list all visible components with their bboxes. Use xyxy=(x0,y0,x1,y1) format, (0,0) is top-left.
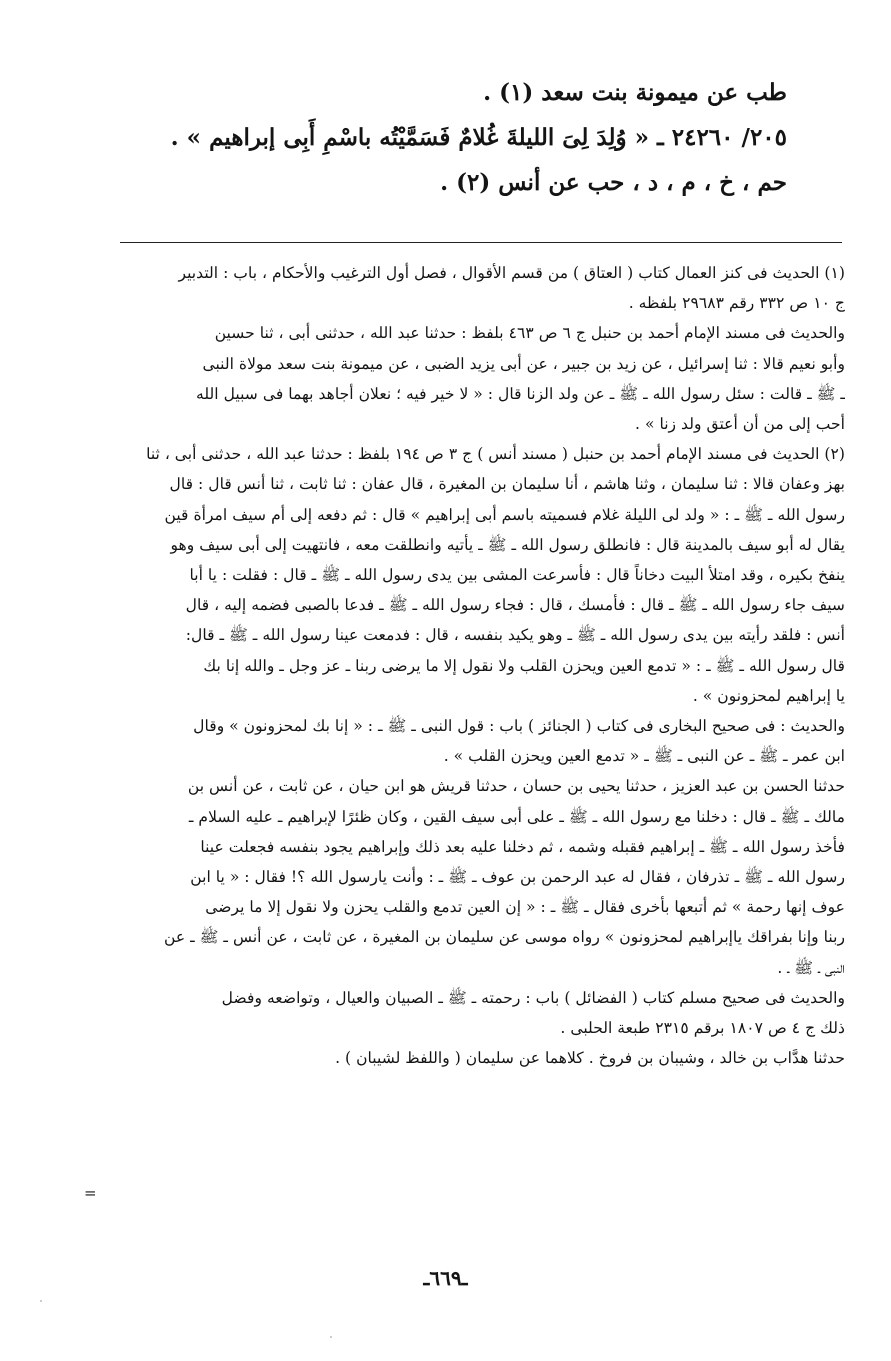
footnote-line: حدثنا هدَّاب بن خالد ، وشيبان بن فروخ . كلاهما عن سليمان ( واللفظ لشيبان ) . xyxy=(335,1049,845,1068)
footnote-line: ابن عمر ـ ﷺ ـ عن النبى ـ ﷺ ـ « تدمع العين ويحزن القلب » . xyxy=(443,747,845,766)
footnote-line: ج ١٠ ص ٣٣٢ رقم ٢٩٦٨٣ بلفظه . xyxy=(628,294,845,313)
footnote-line: ربنا وإنا بفراقك ياإبراهيم لمحزونون » رواه موسى عن سليمان بن المغيرة ، عن ثابت ، عن أنس ـ ﷺ ـ عن xyxy=(163,928,845,947)
footnote-line: حدثنا الحسن بن عبد العزيز ، حدثنا يحيى بن حسان ، حدثنا قريش هو ابن حيان ، عن ثابت ، عن أنس بن xyxy=(187,777,845,796)
footnote-line: فأخذ رسول الله ـ ﷺ ـ إبراهيم فقبله وشمه ، ثم دخلنا عليه بعد ذلك وإبراهيم يجود بنفسه فجعلت عينا xyxy=(200,837,845,856)
hadith-main-text xyxy=(87,70,787,205)
footnote-line: أحب إلى من أن أعتق ولد زنا » . xyxy=(635,415,845,434)
page-number: ـ٦٦٩ـ xyxy=(423,1266,468,1290)
footnote-line: (١) الحديث فى كنز العمال كتاب ( العتاق ) من قسم الأقوال ، فصل أول الترغيب والأحكام ، باب : التدبير xyxy=(178,264,845,282)
footnote-line: ـ ﷺ ـ قالت : سئل رسول الله ـ ﷺ ـ عن ولد الزنا قال : « لا خير فيه ؛ نعلان أجاهد بهما فى سبيل الله xyxy=(196,384,845,403)
footnote-line: وأبو نعيم قالا : ثنا إسرائيل ، عن زيد بن جبير ، عن أبى يزيد الضبى ، عن ميمونة بنت سعد مولاة النبى xyxy=(202,354,845,373)
footnote-line: والحديث : فى صحيح البخارى فى كتاب ( الجنائز ) باب : قول النبى ـ ﷺ ـ : « إنا بك لمحزونون » وقال xyxy=(193,717,845,736)
continuation-mark: = xyxy=(84,1184,97,1202)
scan-speck xyxy=(40,1300,42,1302)
footnote-line: والحديث فى مسند الإمام أحمد بن حنبل ج ٦ ص ٤٦٣ بلفظ : حدثنا عبد الله ، حدثنى أبى ، ثنا حسين xyxy=(214,324,845,343)
footnote-line: أنس : فلقد رأيته بين يدى رسول الله ـ ﷺ ـ وهو يكيد بنفسه ، قال : فدمعت عينا رسول الله ـ ﷺ ـ قال: xyxy=(185,626,845,645)
hadith-line: ٢٠٥/ ٢٤٢٦٠ ـ « وُلِدَ لِىَ الليلةَ غُلامٌ فَسَمَّيْتُه باسْمِ أَبِى إبراهيم » . xyxy=(170,124,787,151)
narrators-line: حم ، خ ، م ، د ، حب عن أنس (٢) . xyxy=(440,169,787,196)
footnote-line: مالك ـ ﷺ ـ قال : دخلنا مع رسول الله ـ ﷺ ـ على أبى سيف القين ، وكان ظئرًا لإبراهيم ـ عليه السلام ـ xyxy=(188,807,845,826)
footnote-line: والحديث فى صحيح مسلم كتاب ( الفضائل ) باب : رحمته ـ ﷺ ـ الصبيان والعيال ، وتواضعه وفضل xyxy=(221,988,845,1007)
source-citation-line: طب عن ميمونة بنت سعد (١) . xyxy=(483,79,787,106)
footnote-line: قال رسول الله ـ ﷺ ـ : « تدمع العين ويحزن القلب ولا نقول إلا ما يرضى ربنا ـ عز وجل ـ والله إنا بك xyxy=(203,656,845,675)
footnote-line: ذلك ج ٤ ص ١٨٠٧ برقم ٢٣١٥ طبعة الحلبى . xyxy=(560,1019,845,1038)
footnote-line: عوف إنها رحمة » ثم أتبعها بأخرى فقال ـ ﷺ ـ : « إن العين تدمع والقلب يحزن ولا نقول إلا ما يرضى xyxy=(205,898,845,917)
footnote-line: النبى ـ ﷺ ـ . xyxy=(777,958,845,977)
footnote-line: رسول الله ـ ﷺ ـ تذرفان ، فقال له عبد الرحمن بن عوف ـ ﷺ ـ : وأنت يارسول الله ؟! فقال : « يا ابن xyxy=(190,868,845,887)
footnote-line: رسول الله ـ ﷺ ـ : « ولد لى الليلة غلام فسميته باسم أبى إبراهيم » قال : ثم دفعه إلى أم سيف امرأة قين xyxy=(164,505,845,524)
footnotes xyxy=(45,258,845,1073)
footnote-separator xyxy=(120,242,842,243)
footnote-line: (٢) الحديث فى مسند الإمام أحمد بن حنبل ( مسند أنس ) ج ٣ ص ١٩٤ بلفظ : حدثنا عبد الله ، حدثنى أبى ، ثنا xyxy=(146,445,845,464)
footnote-line: يقال له أبو سيف بالمدينة قال : فانطلق رسول الله ـ ﷺ ـ يأتيه وانطلقت معه ، فانتهيت إلى أبى سيف وهو xyxy=(170,535,845,554)
scan-speck xyxy=(330,1336,332,1338)
footnote-line: سيف جاء رسول الله ـ ﷺ ـ قال : فأمسك ، قال : فجاء رسول الله ـ ﷺ ـ فدعا بالصبى فضمه إليه ، قال xyxy=(185,596,845,615)
footnote-line: ينفخ بكيره ، وقد امتلأ البيت دخاناً قال : فأسرعت المشى بين يدى رسول الله ـ ﷺ ـ قال : فقلت : يا أبا xyxy=(189,566,845,585)
footnote-line: يا إبراهيم لمحزونون » . xyxy=(692,686,845,705)
footnote-line: بهز وعفان قالا : ثنا سليمان ، وثنا هاشم ، أنا سليمان بن المغيرة ، قال عفان : ثنا ثابت ، ثنا أنس قال : قال xyxy=(169,475,845,494)
